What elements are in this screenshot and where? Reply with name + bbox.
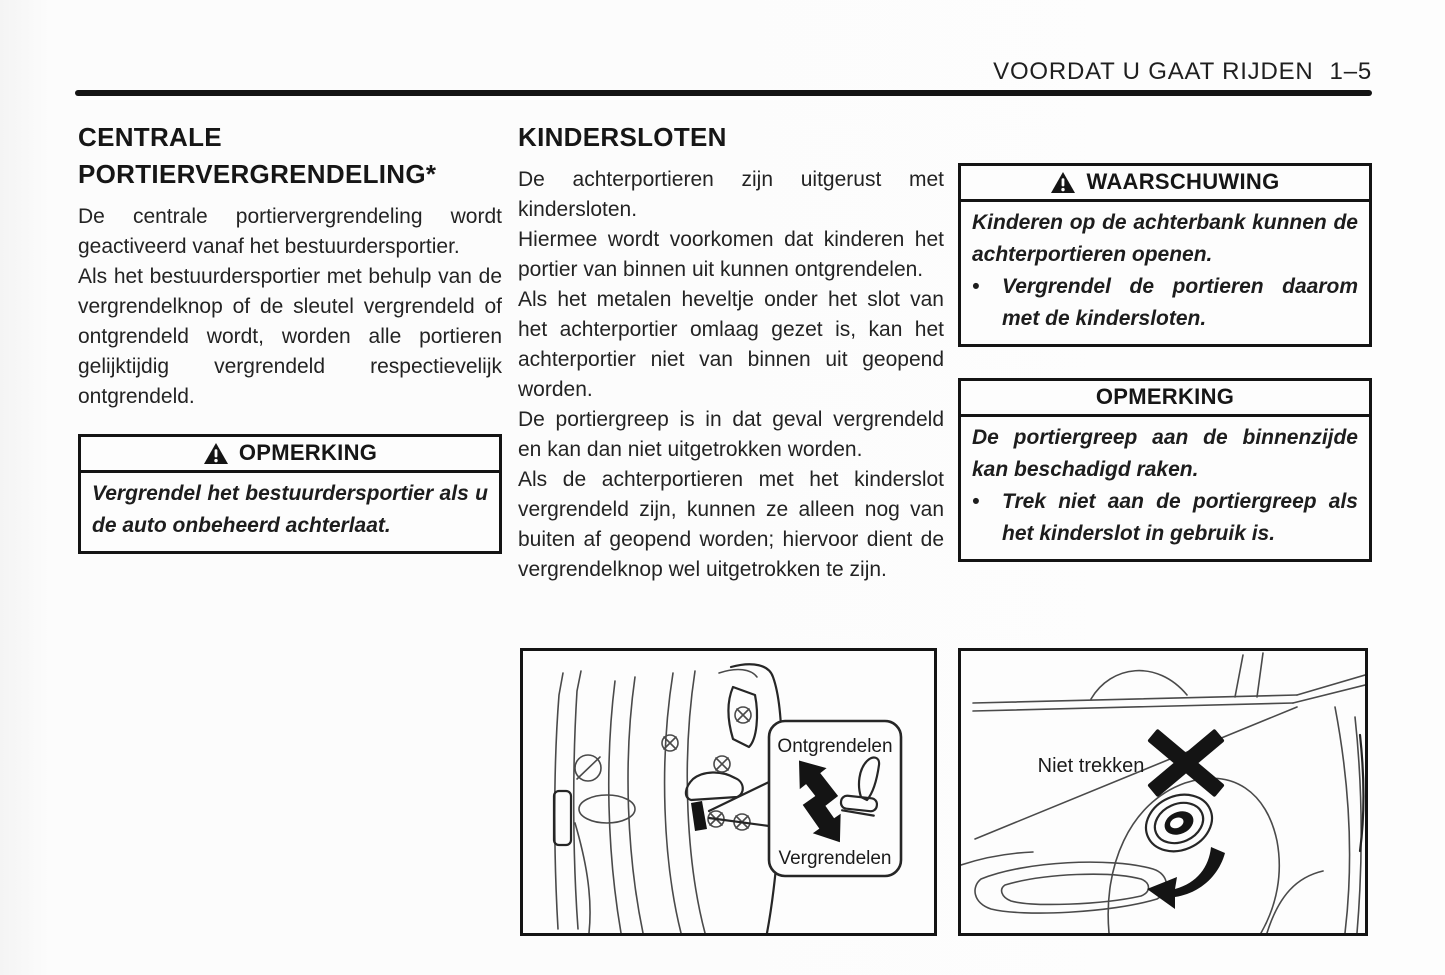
section-heading-central-locking: CENTRALE PORTIERVERGRENDELING*: [78, 122, 437, 189]
paragraph: Als de achterportieren met het kinderslot vergrendeld zijn, kunnen ze alleen nog van buiten af geopend worden; hiervoor dient de vergrendelknop wel uitgetrokken te zijn.: [518, 468, 944, 581]
section-central-locking: [78, 119, 502, 554]
figure-inner-door-handle: [958, 648, 1368, 936]
child-locks-body: [518, 165, 944, 585]
paragraph: Als het bestuurdersportier met behulp van de vergrendelknop of de sleutel vergrendeld of ontgrendeld wordt, worden alle portieren gelijktijdig vergrendeld respectievelijk ontgrendeld.: [78, 265, 502, 408]
warning-box-header: [961, 166, 1369, 202]
screw-icons: [662, 707, 751, 830]
child-lock-lever-shape: [691, 801, 707, 831]
note-box-handle-header: [961, 381, 1369, 417]
lock-unlock-callout: [769, 721, 901, 876]
section-heading-child-locks: KINDERSLOTEN: [518, 122, 727, 152]
section-child-locks: [518, 119, 944, 585]
note-box-handle-title: OPMERKING: [1095, 384, 1235, 409]
do-not-pull-label: Niet trekken: [1037, 755, 1145, 777]
pull-direction-arrow-icon: [1147, 847, 1225, 909]
central-locking-body: [78, 202, 502, 412]
unlock-label: Ontgrendelen: [777, 736, 893, 757]
note-box-body: [81, 473, 499, 551]
running-header: [993, 58, 1372, 86]
bullet-glyph: •: [972, 275, 980, 298]
note-box-handle: [958, 378, 1372, 562]
header-rule: [75, 90, 1372, 96]
callout-column: [958, 163, 1372, 562]
note-bullet-text: Trek niet aan de portiergreep als het kinderslot in gebruik is.: [1002, 490, 1358, 545]
note-box-title: OPMERKING: [238, 440, 378, 465]
door-handle-bezel: [1137, 785, 1221, 862]
warning-triangle-icon: [1050, 171, 1076, 194]
note-text: Vergrendel het bestuurdersportier als u de auto onbeheerd achterlaat.: [92, 482, 488, 537]
paragraph: Hiermee wordt voorkomen dat kinderen het portier van binnen uit kunnen ontgrendelen.: [518, 228, 944, 281]
page-number: 1–5: [1329, 58, 1372, 85]
warning-box-title: WAARSCHUWING: [1086, 169, 1280, 194]
warning-box: [958, 163, 1372, 347]
note-box-header: [81, 437, 499, 473]
figure-child-lock-lever: [520, 648, 937, 936]
note-bullet-item: [972, 486, 1358, 550]
paragraph: De centrale portiervergrendeling wordt geactiveerd vanaf het bestuurdersportier.: [78, 205, 502, 258]
door-edge-line-art: [554, 664, 782, 933]
paragraph: De achterportieren zijn uitgerust met kindersloten.: [518, 168, 944, 221]
header-title: VOORDAT U GAAT RIJDEN: [993, 58, 1314, 85]
warning-bullet-item: [972, 271, 1358, 335]
note-lead: De portiergreep aan de binnenzijde kan beschadigd raken.: [972, 426, 1358, 481]
warning-bullet-text: Vergrendel de portieren daarom met de kindersloten.: [1002, 275, 1358, 330]
paragraph: Als het metalen heveltje onder het slot van het achterportier omlaag gezet is, kan het achterportier niet van binnen uit geopend worden.: [518, 288, 944, 401]
bullet-glyph: •: [972, 490, 980, 513]
lock-label: Vergrendelen: [778, 848, 892, 869]
note-box-handle-body: [961, 417, 1369, 559]
inner-handle-illustration: [961, 651, 1365, 933]
child-lock-illustration: [523, 651, 934, 933]
note-box-central-locking: [78, 434, 502, 554]
warning-triangle-icon: [203, 442, 229, 465]
warning-lead: Kinderen op de achterbank kunnen de achterportieren openen.: [972, 211, 1358, 266]
warning-box-body: [961, 202, 1369, 344]
paragraph: De portiergreep is in dat geval vergrendeld en kan dan niet uitgetrokken worden.: [518, 408, 944, 461]
